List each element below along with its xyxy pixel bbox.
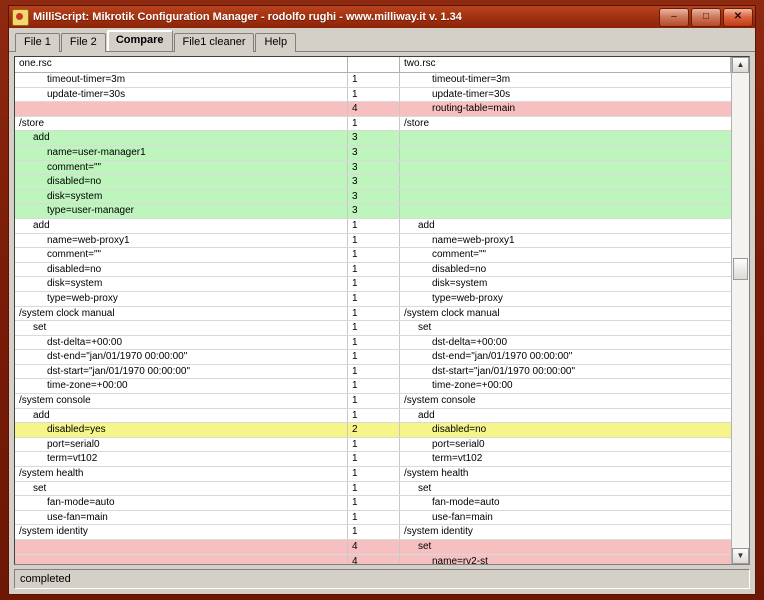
table-row[interactable]: [15, 219, 731, 234]
cell-diff-count: 1: [348, 336, 400, 350]
cell-diff-count: 1: [348, 88, 400, 102]
cell-diff-count: 3: [348, 146, 400, 160]
cell-left-line: term=vt102: [15, 452, 348, 466]
cell-right-line: timeout-timer=3m: [432, 74, 511, 85]
cell-right-line: fan-mode=auto: [432, 497, 500, 509]
cell-right-line: set: [418, 322, 432, 334]
table-row[interactable]: [15, 452, 731, 467]
cell-right-line: use-fan=main: [432, 511, 493, 523]
compare-grid: [15, 57, 731, 564]
cell-right-line: disk=system: [432, 278, 488, 290]
compare-grid-wrapper: [15, 57, 749, 564]
table-row[interactable]: [15, 73, 731, 88]
cell-diff-count: 1: [348, 234, 400, 248]
scrollbar-thumb[interactable]: [733, 258, 748, 280]
cell-left-line: dst-start="jan/01/1970 00:00:00": [15, 365, 348, 379]
cell-left-line: disabled=yes: [15, 423, 348, 437]
cell-left-line: disabled=no: [15, 263, 348, 277]
cell-right-line: /system console: [404, 395, 476, 407]
cell-right-line: /system health: [404, 468, 469, 480]
tab-file-1[interactable]: File 1: [15, 33, 60, 52]
cell-diff-count: 1: [348, 350, 400, 364]
grid-header-row: [15, 57, 731, 73]
cell-left-line: [15, 555, 348, 564]
table-row[interactable]: [15, 336, 731, 351]
tab-compare[interactable]: Compare: [107, 30, 173, 51]
cell-right-line: dst-end="jan/01/1970 00:00:00": [432, 351, 573, 363]
cell-right-line: [400, 161, 731, 175]
title-bar: [9, 6, 755, 28]
table-row[interactable]: [15, 190, 731, 205]
cell-left-line: add: [15, 131, 348, 145]
cell-diff-count: 1: [348, 292, 400, 306]
cell-diff-count: 1: [348, 467, 400, 481]
column-header-right-file[interactable]: two.rsc: [400, 57, 731, 72]
table-row[interactable]: [15, 423, 731, 438]
cell-left-line: dst-end="jan/01/1970 00:00:00": [15, 350, 348, 364]
cell-diff-count: 1: [348, 248, 400, 262]
cell-right-line: [400, 190, 731, 204]
cell-diff-count: 1: [348, 452, 400, 466]
minimize-button[interactable]: –: [659, 8, 689, 27]
cell-right-line: type=web-proxy: [432, 292, 503, 304]
cell-right-line: dst-delta=+00:00: [432, 336, 508, 348]
table-row[interactable]: [15, 438, 731, 453]
cell-left-line: /system identity: [15, 525, 348, 539]
table-row[interactable]: [15, 482, 731, 497]
cell-right-line: comment="": [432, 249, 487, 261]
cell-left-line: dst-delta=+00:00: [15, 336, 348, 350]
cell-diff-count: 1: [348, 379, 400, 393]
cell-diff-count: 4: [348, 102, 400, 116]
cell-diff-count: 1: [348, 117, 400, 131]
cell-right-line: add: [418, 409, 435, 421]
cell-left-line: [15, 540, 348, 554]
cell-diff-count: 1: [348, 394, 400, 408]
cell-right-line: dst-start="jan/01/1970 00:00:00": [432, 365, 576, 377]
table-row[interactable]: [15, 467, 731, 482]
cell-right-line: routing-table=main: [432, 103, 516, 115]
cell-right-line: /store: [404, 117, 430, 129]
table-row[interactable]: [15, 292, 731, 307]
cell-left-line: type=web-proxy: [15, 292, 348, 306]
cell-left-line: set: [15, 321, 348, 335]
cell-right-line: [400, 131, 731, 145]
status-bar: completed: [14, 569, 750, 589]
table-row[interactable]: [15, 307, 731, 322]
table-row[interactable]: [15, 161, 731, 176]
cell-diff-count: 1: [348, 73, 400, 87]
tab-bar: [9, 28, 755, 52]
cell-left-line: update-timer=30s: [15, 88, 348, 102]
cell-left-line: /system health: [15, 467, 348, 481]
table-row[interactable]: [15, 525, 731, 540]
cell-diff-count: 3: [348, 161, 400, 175]
cell-left-line: port=serial0: [15, 438, 348, 452]
cell-diff-count: 1: [348, 277, 400, 291]
tab-file1-cleaner[interactable]: File1 cleaner: [174, 33, 255, 52]
table-row[interactable]: [15, 102, 731, 117]
cell-left-line: add: [15, 219, 348, 233]
cell-left-line: [15, 102, 348, 116]
compare-panel: [14, 56, 750, 565]
close-button[interactable]: ✕: [723, 8, 753, 27]
tab-help[interactable]: Help: [255, 33, 296, 52]
table-row[interactable]: [15, 365, 731, 380]
table-row[interactable]: [15, 248, 731, 263]
table-row[interactable]: [15, 117, 731, 132]
table-row[interactable]: [15, 204, 731, 219]
tab-file-2[interactable]: File 2: [61, 33, 106, 52]
cell-left-line: fan-mode=auto: [15, 496, 348, 510]
cell-left-line: disk=system: [15, 277, 348, 291]
column-header-left-file[interactable]: one.rsc: [15, 57, 348, 72]
cell-diff-count: 1: [348, 219, 400, 233]
cell-right-line: name=web-proxy1: [432, 234, 515, 246]
cell-right-line: disabled=no: [432, 263, 487, 275]
table-row[interactable]: [15, 496, 731, 511]
cell-left-line: /store: [15, 117, 348, 131]
cell-diff-count: 1: [348, 365, 400, 379]
table-row[interactable]: [15, 277, 731, 292]
cell-diff-count: 1: [348, 438, 400, 452]
cell-left-line: use-fan=main: [15, 511, 348, 525]
cell-right-line: set: [418, 541, 432, 552]
table-row[interactable]: [15, 234, 731, 249]
grid-rows[interactable]: [15, 73, 731, 564]
cell-left-line: time-zone=+00:00: [15, 379, 348, 393]
cell-right-line: port=serial0: [432, 438, 485, 450]
cell-left-line: comment="": [15, 248, 348, 262]
table-row[interactable]: [15, 131, 731, 146]
cell-left-line: /system console: [15, 394, 348, 408]
scroll-up-icon[interactable]: ▲: [732, 57, 749, 73]
table-row[interactable]: [15, 350, 731, 365]
cell-right-line: add: [418, 219, 435, 231]
application-window: [8, 5, 756, 595]
cell-diff-count: 4: [348, 540, 400, 554]
cell-diff-count: 1: [348, 409, 400, 423]
table-row[interactable]: [15, 88, 731, 103]
cell-diff-count: 4: [348, 555, 400, 564]
cell-diff-count: 1: [348, 525, 400, 539]
cell-left-line: timeout-timer=3m: [15, 73, 348, 87]
table-row[interactable]: [15, 175, 731, 190]
cell-diff-count: 1: [348, 321, 400, 335]
cell-diff-count: 1: [348, 263, 400, 277]
vertical-scrollbar[interactable]: [731, 57, 749, 564]
cell-right-line: [400, 204, 731, 218]
cell-right-line: time-zone=+00:00: [432, 380, 513, 392]
cell-right-line: disabled=no: [432, 424, 487, 436]
cell-left-line: add: [15, 409, 348, 423]
cell-left-line: set: [15, 482, 348, 496]
table-row[interactable]: [15, 379, 731, 394]
maximize-button[interactable]: □: [691, 8, 721, 27]
cell-right-line: term=vt102: [432, 453, 483, 465]
table-row[interactable]: [15, 540, 731, 555]
table-row[interactable]: [15, 409, 731, 424]
cell-diff-count: 3: [348, 175, 400, 189]
table-row[interactable]: [15, 263, 731, 278]
table-row[interactable]: [15, 146, 731, 161]
cell-right-line: [400, 175, 731, 189]
cell-left-line: disabled=no: [15, 175, 348, 189]
table-row[interactable]: [15, 555, 731, 564]
cell-left-line: /system clock manual: [15, 307, 348, 321]
cell-right-line: [400, 146, 731, 160]
cell-left-line: comment="": [15, 161, 348, 175]
cell-left-line: type=user-manager: [15, 204, 348, 218]
scroll-down-icon[interactable]: ▼: [732, 548, 749, 564]
cell-diff-count: 1: [348, 482, 400, 496]
cell-diff-count: 3: [348, 131, 400, 145]
cell-right-line: set: [418, 482, 432, 494]
table-row[interactable]: [15, 321, 731, 336]
cell-diff-count: 2: [348, 423, 400, 437]
window-title: MilliScript: Mikrotik Configuration Manager - rodolfo rughi - www.milliway.it v. 1.34: [33, 11, 462, 23]
table-row[interactable]: [15, 394, 731, 409]
cell-left-line: name=web-proxy1: [15, 234, 348, 248]
window-controls: [659, 8, 753, 27]
cell-diff-count: 1: [348, 511, 400, 525]
cell-diff-count: 1: [348, 496, 400, 510]
cell-right-line: update-timer=30s: [432, 88, 511, 100]
cell-diff-count: 3: [348, 190, 400, 204]
scrollbar-track[interactable]: [732, 73, 749, 548]
column-header-count[interactable]: [348, 57, 400, 72]
cell-right-line: name=rv2-st: [432, 555, 488, 564]
table-row[interactable]: [15, 511, 731, 526]
cell-right-line: /system identity: [404, 526, 473, 538]
cell-left-line: disk=system: [15, 190, 348, 204]
cell-diff-count: 3: [348, 204, 400, 218]
cell-right-line: /system clock manual: [404, 307, 500, 319]
cell-diff-count: 1: [348, 307, 400, 321]
cell-left-line: name=user-manager1: [15, 146, 348, 160]
app-icon: [12, 9, 29, 26]
